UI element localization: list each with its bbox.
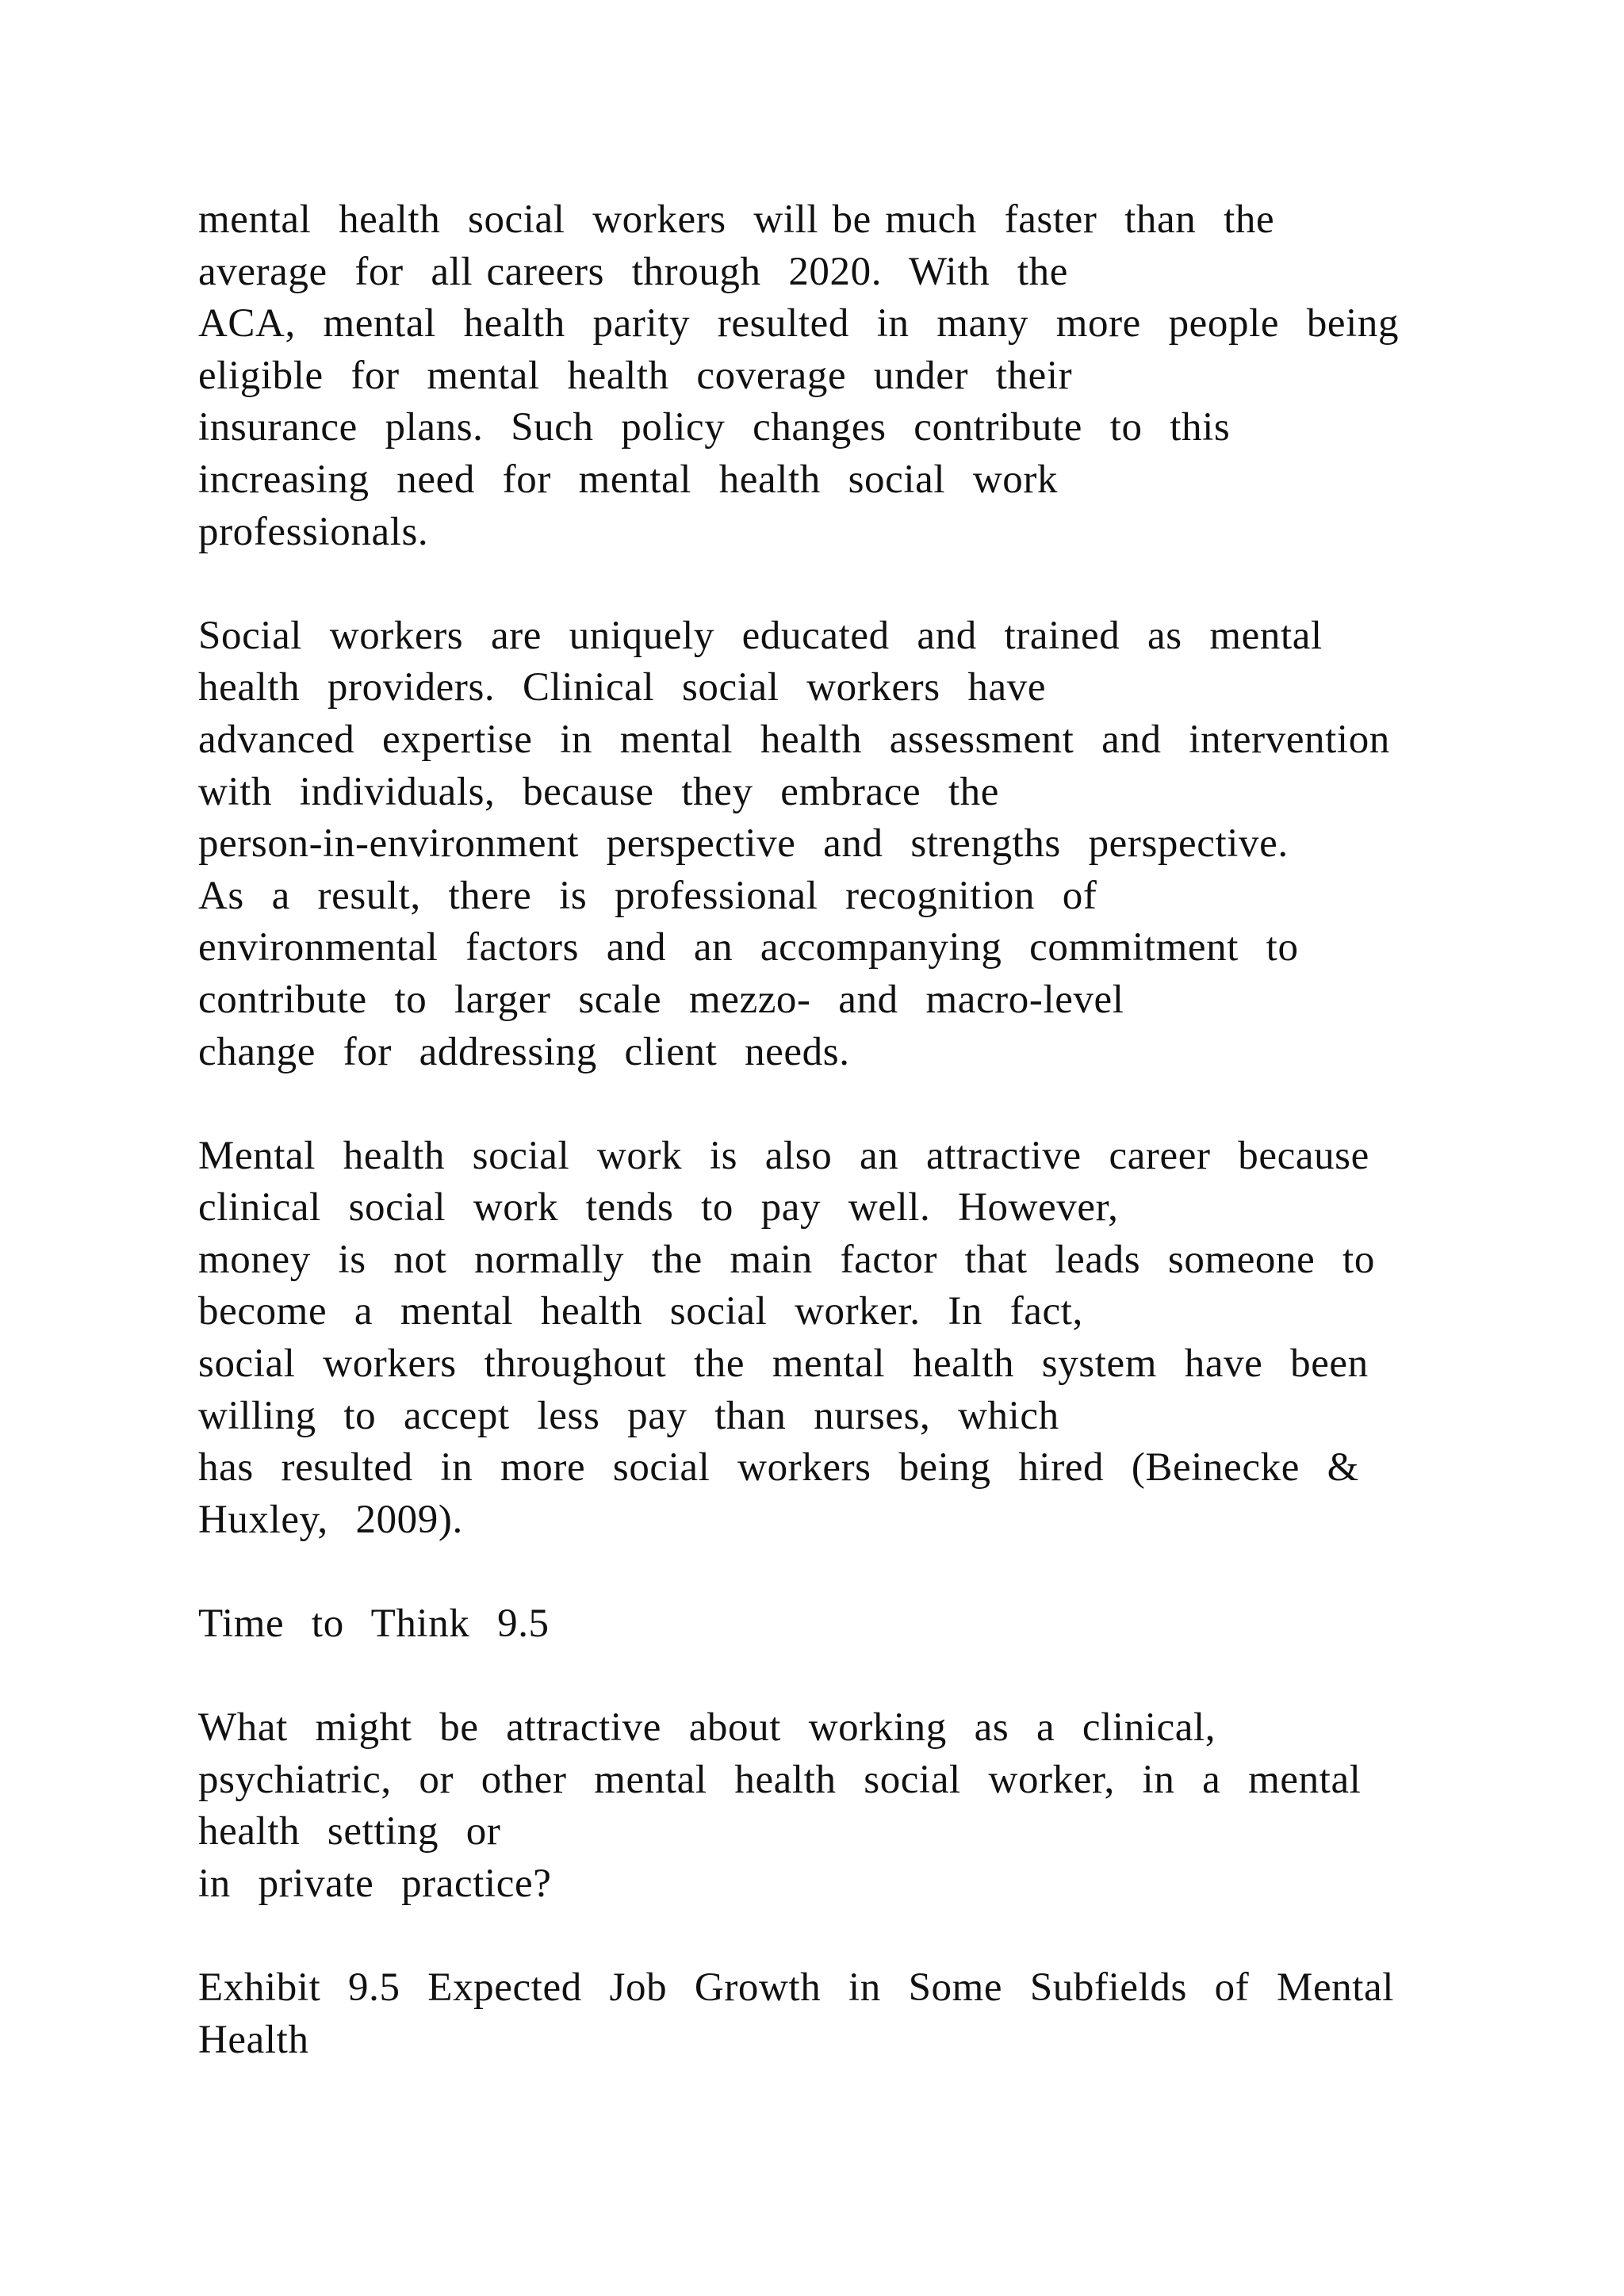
text-line: with individuals, because they embrace the [198,769,999,814]
text-line: contribute to larger scale mezzo- and macro-level [198,977,1124,1022]
paragraph-gap [198,1651,1594,1703]
text-line: psychiatric, or other mental health social worker, in a mental [198,1757,1362,1802]
text-line: Social workers are uniquely educated and trained as mental [198,613,1323,658]
text-line: willing to accept less pay than nurses, which [198,1393,1059,1438]
text-line: advanced expertise in mental health assessment and intervention [198,717,1390,762]
text-line: clinical social work tends to pay well. However, [198,1185,1119,1230]
paragraph [198,610,1594,1078]
text-line: professionals. [198,509,429,554]
text-line: As a result, there is professional recognition of [198,873,1097,918]
text-line: Health [198,2017,309,2062]
paragraph-gap [198,558,1594,610]
text-line: social workers throughout the mental health system have been [198,1341,1369,1387]
text-line: environmental factors and an accompanying commitment to [198,925,1299,970]
text-line: Mental health social work is also an attractive career because [198,1133,1369,1178]
text-line: increasing need for mental health social work [198,457,1059,502]
text-line: person-in-environment perspective and strengths perspective. [198,821,1289,867]
text-line: mental health social workers will be much faster than the [198,197,1275,242]
text-line: What might be attractive about working as a clinical, [198,1705,1216,1751]
text-line: money is not normally the main factor that leads someone to [198,1237,1375,1282]
paragraph [198,1962,1594,2066]
text-line: health setting or [198,1809,501,1854]
text-line: Exhibit 9.5 Expected Job Growth in Some Subfields of Mental [198,1965,1395,2011]
text-line: health providers. Clinical social workers have [198,665,1047,710]
paragraph [198,1598,1594,1651]
text-line: has resulted in more social workers being hired (Beinecke & [198,1445,1359,1490]
text-line: become a mental health social worker. In fact, [198,1289,1083,1334]
paragraph-gap [198,1911,1594,1963]
text-line: in private practice? [198,1862,552,1906]
text-line: Time to Think 9.5 [198,1601,550,1647]
paragraph [198,1131,1594,1547]
text-line: eligible for mental health coverage under their [198,353,1073,398]
paragraph [198,1702,1594,1910]
text-line: ACA, mental health parity resulted in many more people being [198,301,1400,346]
text-line: average for all careers through 2020. With the [198,249,1068,294]
text-line: Huxley, 2009). [198,1497,463,1542]
text-line: insurance plans. Such policy changes contribute to this [198,405,1231,450]
paragraph [198,194,1594,558]
paragraph-gap [198,1546,1594,1598]
text-line: change for addressing client needs. [198,1029,850,1074]
paragraph-gap [198,1078,1594,1131]
document-text [198,194,1594,2066]
